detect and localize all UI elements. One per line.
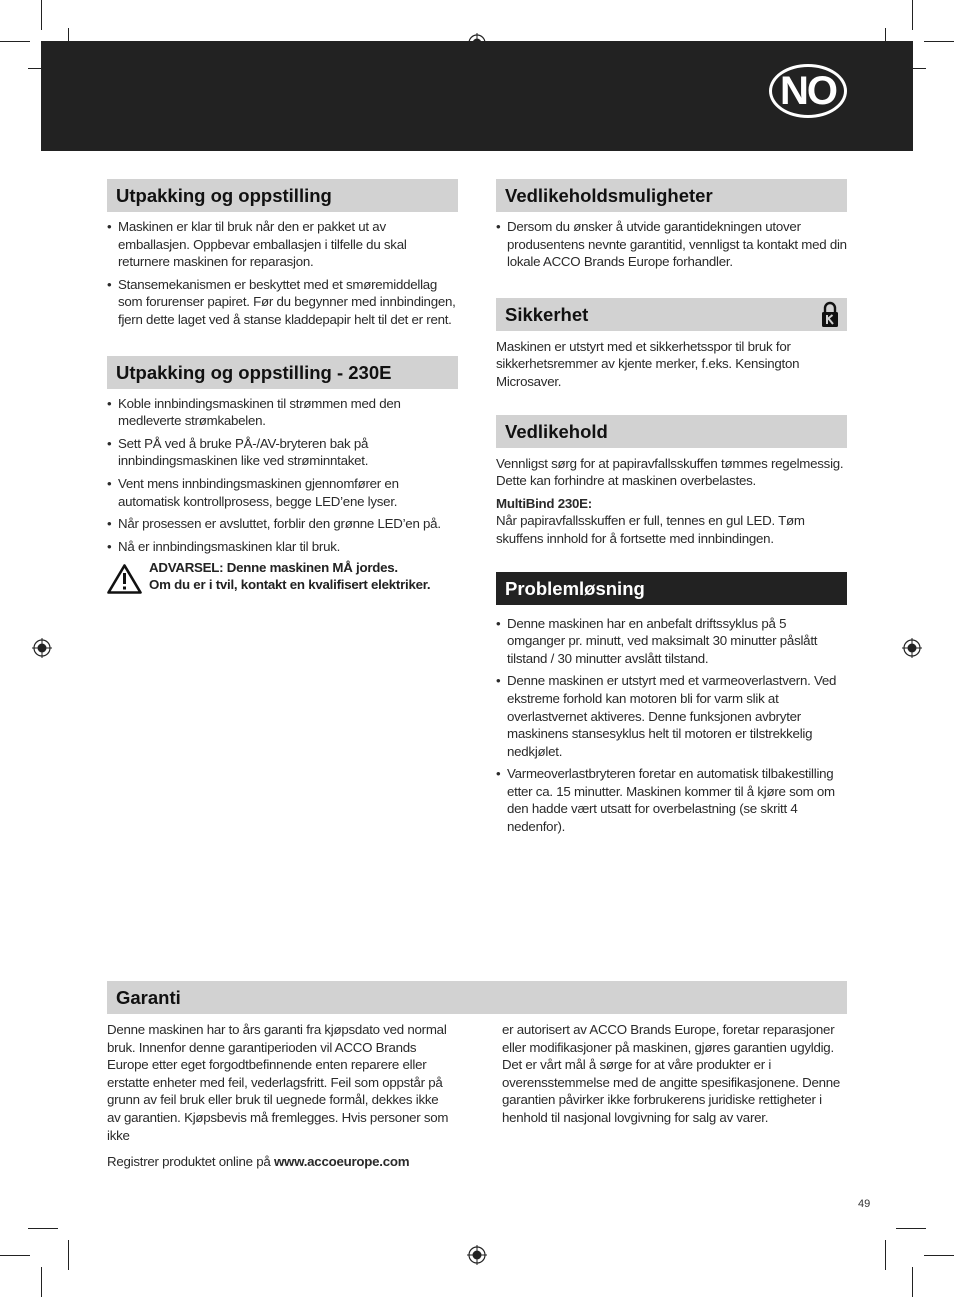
section-title-sikkerhet [496,298,847,331]
list-item: • Stansemekanismen er beskyttet med et smøremiddellag som forurenser papiret. Før du begynner med innbindingen, fjern dette laget ved å stanse kladdepapir helt til det er rent. [107,276,458,329]
list-item: • Maskinen er klar til bruk når den er pakket ut av emballasjen. Oppbevar emballasjen i tilfelle du skal returnere maskinen for reparasjon. [107,218,458,271]
section-title-utpakking: Utpakking og oppstilling [107,179,458,212]
list-item: • Dersom du ønsker å utvide garantidekningen utover produsentens nevnte garantitid, vennligst ta kontakt med din lokale ACCO Brands Europe forhandler. [496,218,847,271]
garanti-left-text: Denne maskinen har to års garanti fra kjøpsdato ved normal bruk. Innenfor denne garantiperioden vil ACCO Brands Europe etter eget forgodtbefinnende enten reparere eller erstatte enheter med feil, vederlagsfritt. Feil som oppstår på grunn av feil bruk eller bruk til uegnede formål, dekkes ikke av garantien. Kjøpsbevis må fremlegges. Hvis personer som ikke [107,1022,449,1143]
list-item: • Nå er innbindingsmaskinen klar til bruk. [107,538,458,556]
vedlikehold-text: Vennligst sørg for at papiravfallsskuffen tømmes regelmessig. Dette kan forhindre at maskinen overbelastes. [496,455,844,489]
crop-mark [924,1255,954,1256]
vedlikehold-subtitle: MultiBind 230E: [496,495,592,511]
page-number: 49 [858,1198,871,1210]
crop-mark [0,41,30,42]
utpakking-230e-list [107,395,458,556]
vedlikeholdsmuligheter-list [496,218,847,271]
warning-line-2: Om du er i tvil, kontakt en kvalifisert elektriker. [149,576,431,592]
crop-mark [41,1267,42,1297]
crop-mark [885,1240,886,1270]
crop-mark [68,1240,69,1270]
list-item: • Denne maskinen har en anbefalt driftssyklus på 5 omganger pr. minutt, ved maksimalt 30 minutter påslått tilstand / 30 minutter avslått tilstand. [496,615,847,668]
list-item: • Koble innbindingsmaskinen til strømmen med den medleverte strømkabelen. [107,395,458,430]
registration-mark-icon [32,638,52,658]
crop-mark [924,41,954,42]
warning-triangle-icon [107,564,142,594]
garanti-section [107,981,847,1171]
garanti-left [107,1021,452,1171]
language-badge: NO [769,64,847,118]
crop-mark [28,1228,58,1229]
utpakking-list [107,218,458,329]
garanti-register [107,1153,452,1171]
garanti-right-text: er autorisert av ACCO Brands Europe, foretar reparasjoner eller modifikasjoner på maskinen, gjøres garantien ugyldig. Det er vårt mål å sørge for at våre produkter er i overensstemmelse med de angitte spesifikasjonene. Denne garantien påvirker ikke forbrukerens juridiske rettigheter i henhold til nasjonal lovgivning for salg av varer. [502,1022,841,1125]
crop-mark [41,0,42,30]
registration-mark-icon [902,638,922,658]
list-item: • Når prosessen er avsluttet, forblir den grønne LED’en på. [107,515,458,533]
vedlikehold-subtext: Når papiravfallsskuffen er full, tennes en gul LED. Tøm skuffens innhold for å fortsette med innbindingen. [496,513,805,546]
sikkerhet-text: Maskinen er utstyrt med et sikkerhetsspor til bruk for sikkerhetsremmer av kjente merker, f.eks. Kensington Microsaver. [496,338,800,389]
crop-mark [0,1255,30,1256]
crop-mark [912,0,913,30]
section-title-garanti: Garanti [107,981,847,1014]
register-link[interactable]: www.accoeurope.com [273,1154,410,1170]
list-item: • Vent mens innbindingsmaskinen gjennomfører en automatisk kontrollprosess, begge LED’ene lyser. [107,475,458,510]
header-banner [41,41,913,151]
garanti-columns [107,1021,847,1171]
list-item: • Varmeoverlastbryteren foretar en automatisk tilbakestilling etter ca. 15 minutter. Maskinen kommer til å kjøre som om den hadde vært utsatt for overbelastning (se skritt 4 nedenfor). [496,765,847,835]
list-item: • Sett PÅ ved å bruke PÅ-/AV-bryteren bak på innbindingsmaskinen like ved strøminntaket. [107,435,458,470]
list-item: • Denne maskinen er utstyrt med et varmeoverlastvern. Ved ekstreme forhold kan motoren bli for varm slik at overlastvernet aktiveres. Denne funksjonen avbryter maskinens stansesyklus helt til motoren er tilstrekkelig nedkjølet. [496,672,847,760]
section-title-utpakking-230e: Utpakking og oppstilling - 230E [107,356,458,389]
left-column [107,179,458,594]
garanti-right [502,1021,847,1171]
sikkerhet-title-text: Sikkerhet [505,303,589,325]
section-title-vedlikehold: Vedlikehold [496,415,847,448]
warning-text [149,560,430,593]
crop-mark [896,1228,926,1229]
warning-block [107,560,458,594]
registration-mark-icon [467,1245,487,1265]
section-title-vedlikeholdsmuligheter: Vedlikeholdsmuligheter [496,179,847,212]
warning-line-1: ADVARSEL: Denne maskinen MÅ jordes. [149,560,398,576]
right-column [496,179,847,841]
problemlosning-list [496,615,847,836]
kensington-lock-icon [821,301,839,328]
crop-mark [912,1267,913,1297]
section-title-problemlosning: Problemløsning [496,572,847,605]
register-text: Registrer produktet online på [107,1154,274,1170]
